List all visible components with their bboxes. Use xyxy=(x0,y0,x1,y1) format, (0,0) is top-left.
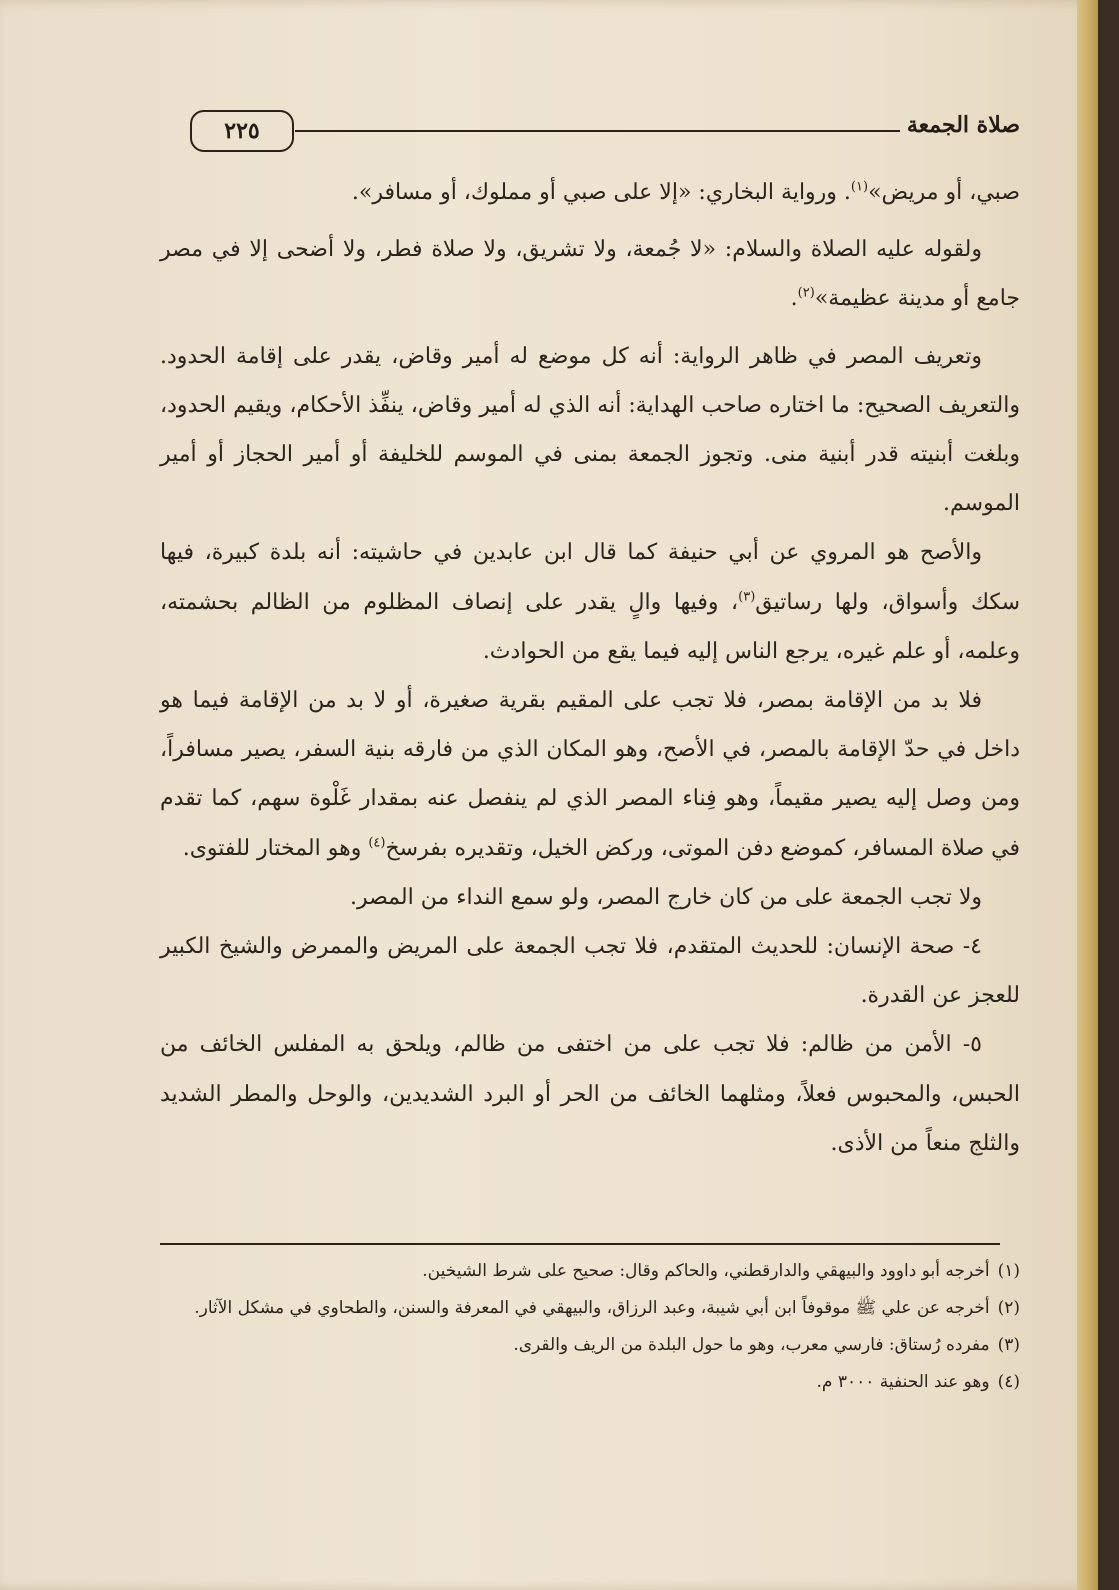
paragraph: ولقوله عليه الصلاة والسلام: «لا جُمعة، ولا تشريق، ولا صلاة فطر، ولا أضحى إلا في مصر جامع أو مدينة عظيمة»$^{(٢)}$. xyxy=(160,237,1020,312)
paragraph: صبي، أو مريض»$^{(١)}$. ورواية البخاري: «إلا على صبي أو مملوك، أو مسافر». xyxy=(351,179,1020,205)
footnote: (٢)أخرجه عن علي ﷺ موقوفاً ابن أبي شيبة، وعبد الرزاق، والبيهقي في المعرفة والسنن، والطحاوي في مشكل الآثار. xyxy=(194,1298,1020,1318)
footnote-ref: (٣) xyxy=(738,589,756,605)
footnote: (٣)مفرده رُستاق: فارسي معرب، وهو ما حول البلدة من الريف والقرى. xyxy=(513,1335,1020,1355)
chapter-title: صلاة الجمعة xyxy=(906,112,1020,138)
footnote: (١)أخرجه أبو داوود والبيهقي والدارقطني، والحاكم وقال: صحيح على شرط الشيخين. xyxy=(422,1261,1020,1281)
page-edge xyxy=(1077,0,1098,1590)
paragraph: ٥- الأمن من ظالم: فلا تجب على من اختفى من ظالم، ويلحق به المفلس الخائف من الحبس، والمحبوس فعلاً، ومثلهما الخائف من الحر أو البرد الشديدين، والوحل والمطر الشديد والثلج منعاً من الأذى. xyxy=(160,1032,1020,1156)
paragraph: ولا تجب الجمعة على من كان خارج المصر، ولو سمع النداء من المصر. xyxy=(349,884,982,910)
paragraph: ٤- صحة الإنسان: للحديث المتقدم، فلا تجب الجمعة على المريض والممرض والشيخ الكبير للعجز عن القدرة. xyxy=(160,934,1020,1009)
paragraph: فلا بد من الإقامة بمصر، فلا تجب على المقيم بقرية صغيرة، أو لا بد من الإقامة فيما هو داخل في حدّ الإقامة بالمصر، في الأصح، وهو المكان الذي من فارقه بنية السفر، يصير مسافراً، ومن وصل إليه يصير مقيماً، وهو فِناء المصر الذي لم ينفصل عنه بمقدار غَلْوة سهم، كما تقدم في صلاة المسافر، كموضع دفن الموتى، وركض الخيل، وتقديره بفرسخ$^{(٤)}$ وهو المختار للفتوى. xyxy=(160,688,1020,861)
footnotes xyxy=(150,1256,1020,1404)
footnote: (٤)وهو عند الحنفية ٣٠٠٠ م. xyxy=(816,1372,1020,1392)
footnote-rule xyxy=(160,1243,1000,1245)
footnote-ref: (١) xyxy=(850,179,869,195)
footnote-ref: (٤) xyxy=(368,835,386,851)
paragraph: وتعريف المصر في ظاهر الرواية: أنه كل موضع له أمير وقاض، يقدر على إقامة الحدود. والتعريف الصحيح: ما اختاره صاحب الهداية: أنه الذي له أمير وقاض، ينفِّذ الأحكام، ويقيم الحدود، وبلغت أبنيته قدر أبنية منى. وتجوز الجمعة بمنى في الموسم للخليفة أو أمير الحجاز أو أمير الموسم. xyxy=(160,343,1020,517)
footnote-ref: (٢) xyxy=(797,286,815,302)
running-head xyxy=(190,108,1020,156)
paragraph: والأصح هو المروي عن أبي حنيفة كما قال ابن عابدين في حاشيته: أنه بلدة كبيرة، فيها سكك وأسواق، ولها رساتيق$^{(٣)}$، وفيها والٍ يقدر على إنصاف المظلوم من الظالم بحشمته، وعلمه، أو علم غيره، يرجع الناس إليه فيما يقع من الحوادث. xyxy=(160,540,1020,664)
page-number: ٢٢٥ xyxy=(190,110,294,152)
header-rule xyxy=(295,130,900,132)
main-text xyxy=(160,168,1020,1168)
